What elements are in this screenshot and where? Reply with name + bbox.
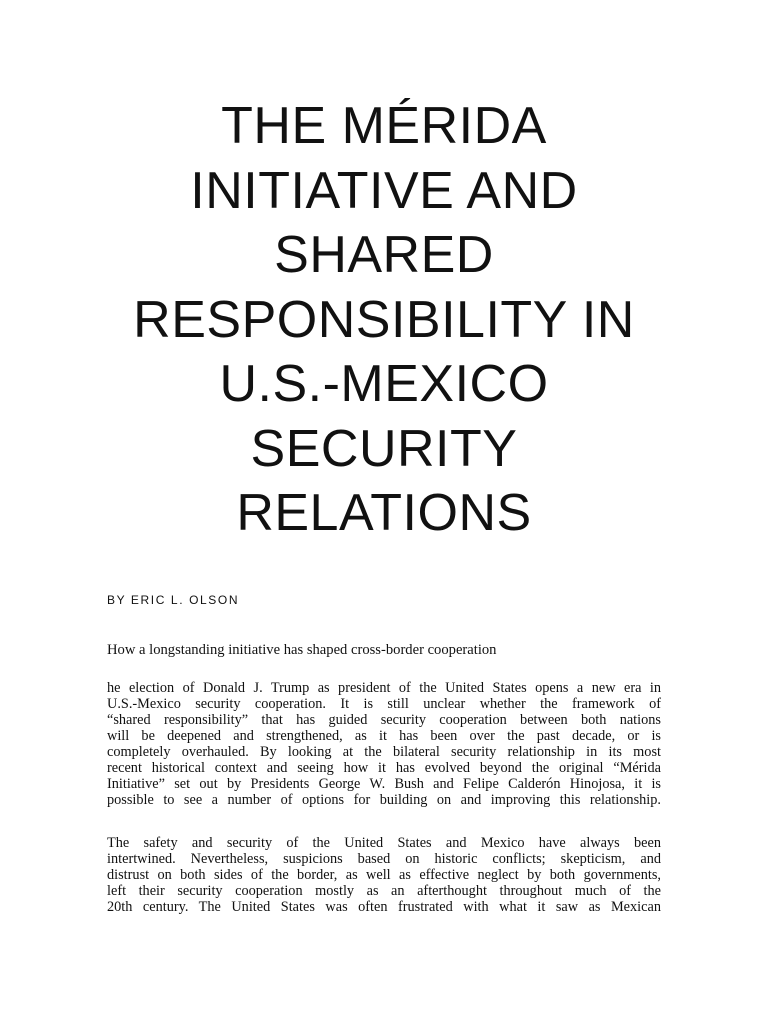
text-line: Initiative” set out by Presidents George W. Bush and Felipe Calderón Hinojosa, it is <box>107 776 661 792</box>
text-line: will be deepened and strengthened, as it has been over the past decade, or is <box>107 728 661 744</box>
body-paragraph-2 <box>107 835 661 915</box>
body-paragraph-1 <box>107 680 661 808</box>
text-line: U.S.-Mexico security cooperation. It is still unclear whether the framework of <box>107 696 661 712</box>
text-line: he election of Donald J. Trump as president of the United States opens a new era in <box>107 680 661 696</box>
title-line: RELATIONS <box>236 484 532 542</box>
title-line: U.S.-MEXICO <box>219 355 549 413</box>
article-deck: How a longstanding initiative has shaped cross-border cooperation <box>107 642 497 658</box>
article-title <box>60 94 708 546</box>
text-line: 20th century. The United States was often frustrated with what it saw as Mexican <box>107 899 661 915</box>
title-line: THE MÉRIDA <box>221 97 547 155</box>
text-line: recent historical context and seeing how it has evolved beyond the original “Mérida <box>107 760 661 776</box>
text-line: possible to see a number of options for building on and improving this relationship. <box>107 792 661 808</box>
text-line: distrust on both sides of the border, as well as effective neglect by both governments, <box>107 867 661 883</box>
text-line: The safety and security of the United States and Mexico have always been <box>107 835 661 851</box>
author-byline: BY ERIC L. OLSON <box>107 593 240 607</box>
title-line: RESPONSIBILITY IN <box>133 290 635 349</box>
text-line: “shared responsibility” that has guided security cooperation between both nations <box>107 712 661 728</box>
title-line: INITIATIVE AND <box>190 161 578 220</box>
text-line: completely overhauled. By looking at the bilateral security relationship in its most <box>107 744 661 760</box>
title-line: SHARED <box>274 226 494 284</box>
text-line: left their security cooperation mostly as an afterthought throughout much of the <box>107 883 661 899</box>
title-line: SECURITY <box>250 419 518 478</box>
text-line: intertwined. Nevertheless, suspicions based on historic conflicts; skepticism, and <box>107 851 661 867</box>
